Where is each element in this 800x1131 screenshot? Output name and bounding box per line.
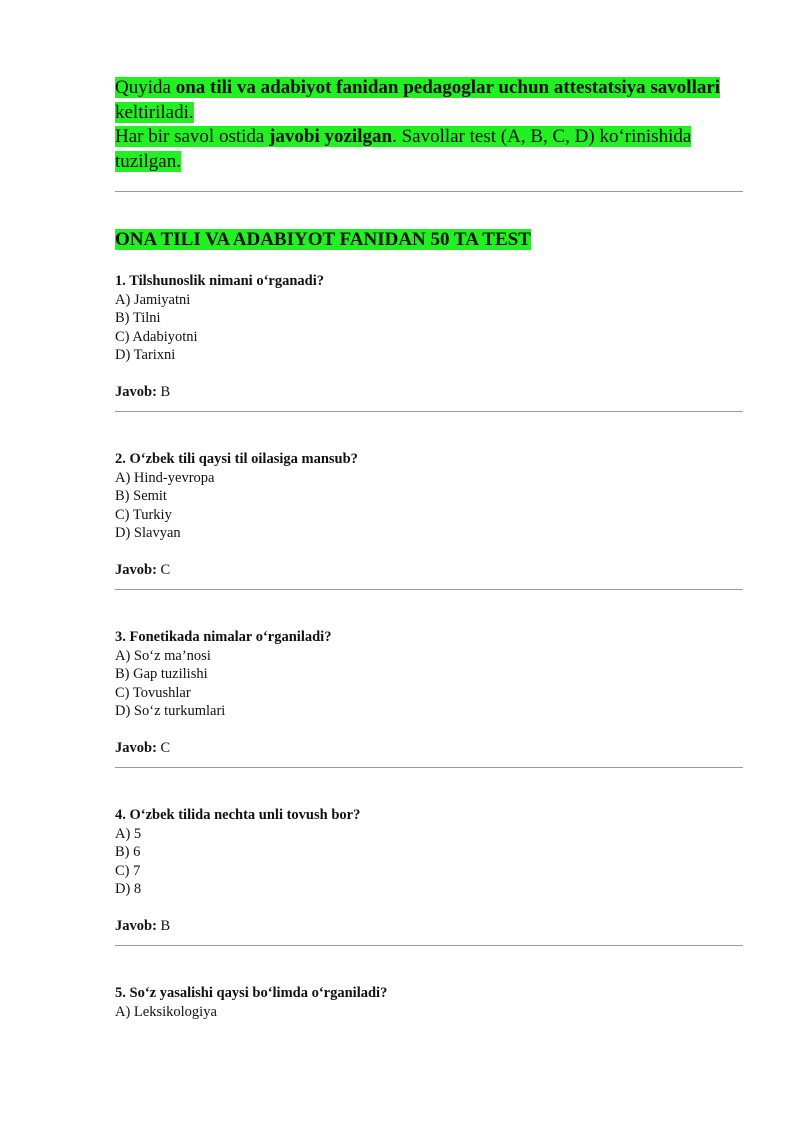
option-b: B) Gap tuzilishi (115, 666, 208, 682)
answer-label: Javob: (115, 917, 157, 934)
intro-paragraph (115, 76, 743, 174)
option-b: B) Semit (115, 488, 167, 504)
intro-line-1-bold: ona tili va adabiyot fanidan pedagoglar uchun attestatsiya savollari (175, 77, 721, 98)
intro-line-2-bold: javobi yozilgan (269, 126, 393, 147)
question-3 (115, 628, 743, 768)
divider (115, 589, 743, 590)
answer-label: Javob: (115, 561, 157, 578)
intro-line-2 (115, 126, 691, 172)
page-title (115, 227, 743, 252)
answer-label: Javob: (115, 739, 157, 756)
question-4 (115, 806, 743, 946)
option-a: A) 5 (115, 825, 142, 842)
intro-line-1-suffix: keltiriladi. (115, 101, 194, 123)
question-5 (115, 984, 743, 1021)
answer-value: C (156, 561, 171, 578)
option-a: A) So‘z ma’nosi (115, 647, 211, 664)
answer-value: B (156, 383, 171, 400)
option-a: A) Leksikologiya (115, 1003, 217, 1020)
option-d: D) Slavyan (115, 525, 181, 541)
option-c: C) Turkiy (115, 506, 172, 523)
question-title: 3. Fonetikada nimalar o‘rganiladi? (115, 629, 332, 645)
intro-line-2-prefix: Har bir savol ostida (115, 126, 270, 147)
option-b: B) 6 (115, 844, 141, 860)
divider (115, 945, 743, 946)
intro-line-2-suffix: . Savollar test (A, B, C, D) ko‘rinishida tuzilgan. (115, 126, 692, 172)
intro-line-1 (115, 77, 720, 123)
option-c: C) Adabiyotni (115, 328, 198, 345)
intro-line-1-prefix: Quyida (115, 77, 176, 98)
answer (115, 917, 743, 936)
question-title: 4. O‘zbek tilida nechta unli tovush bor? (115, 807, 361, 823)
question-title: 1. Tilshunoslik nimani o‘rganadi? (115, 273, 324, 289)
answer-label: Javob: (115, 383, 157, 400)
answer-value: B (156, 917, 171, 934)
divider (115, 411, 743, 412)
divider (115, 191, 743, 192)
document-page (115, 76, 743, 1021)
option-a: A) Hind-yevropa (115, 469, 215, 486)
question-1 (115, 272, 743, 412)
divider (115, 767, 743, 768)
option-d: D) 8 (115, 881, 142, 897)
question-2 (115, 450, 743, 590)
answer (115, 561, 743, 580)
option-c: C) 7 (115, 862, 141, 879)
option-d: D) Tarixni (115, 347, 176, 363)
option-c: C) Tovushlar (115, 684, 191, 701)
answer-value: C (156, 739, 171, 756)
page-title-text: ONA TILI VA ADABIYOT FANIDAN 50 TA TEST (115, 229, 531, 250)
answer (115, 739, 743, 758)
question-title: 5. So‘z yasalishi qaysi bo‘limda o‘rganiladi? (115, 985, 388, 1001)
question-title: 2. O‘zbek tili qaysi til oilasiga mansub? (115, 451, 358, 467)
option-a: A) Jamiyatni (115, 291, 191, 308)
option-d: D) So‘z turkumlari (115, 703, 226, 719)
answer (115, 383, 743, 402)
option-b: B) Tilni (115, 310, 161, 326)
